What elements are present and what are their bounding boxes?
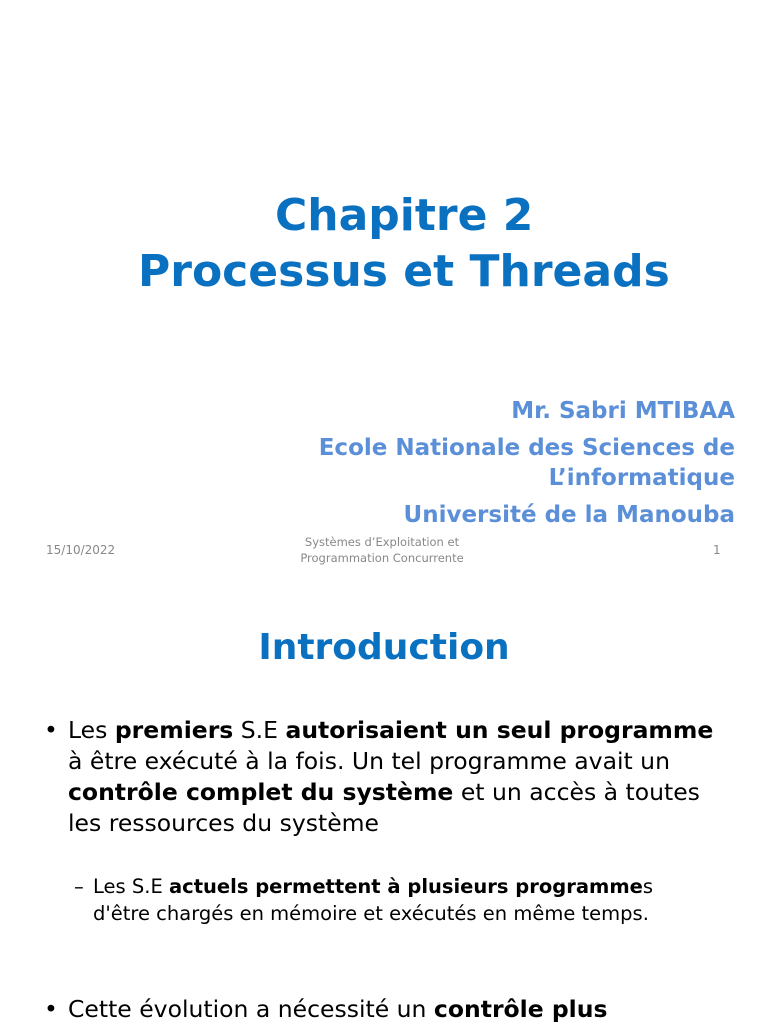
bold-run: contrôle complet du système bbox=[68, 778, 454, 806]
bold-run: autorisaient un seul programme bbox=[285, 716, 714, 744]
footer-course bbox=[268, 534, 496, 566]
university-name: Université de la Manouba bbox=[403, 502, 735, 528]
bold-run: actuels permettent à plusieurs programme bbox=[168, 875, 643, 898]
text-run: S.E bbox=[233, 716, 286, 744]
footer-course-line2: Programmation Concurrente bbox=[300, 551, 464, 565]
text-run: Les bbox=[68, 716, 115, 744]
chapter-title-line1: Chapitre 2 bbox=[275, 190, 534, 241]
footer-page-number: 1 bbox=[713, 543, 721, 557]
section-title: Introduction bbox=[258, 627, 510, 668]
school-name: Ecole Nationale des Sciences de L’informatique bbox=[318, 435, 735, 491]
bullet-text bbox=[44, 715, 734, 839]
footer-date: 15/10/2022 bbox=[46, 543, 116, 557]
chapter-title-line2: Processus et Threads bbox=[138, 246, 670, 297]
text-run: à être exécuté à la fois. Un tel programme avait un bbox=[68, 747, 670, 775]
bullet-item bbox=[44, 715, 734, 839]
bullet-marker: • bbox=[44, 995, 58, 1023]
bullet-item bbox=[44, 994, 734, 1024]
text-run: et un accès à toutes les ressources du système bbox=[68, 778, 700, 837]
sub-bullet-marker: – bbox=[74, 875, 84, 898]
text-run: Les S.E bbox=[93, 875, 169, 898]
author-name: Mr. Sabri MTIBAA bbox=[511, 398, 735, 424]
slide-footer bbox=[0, 534, 768, 570]
bold-run: premiers bbox=[114, 716, 234, 744]
footer-course-line1: Systèmes d’Exploitation et bbox=[304, 535, 460, 549]
sub-bullet-text bbox=[74, 873, 714, 927]
chapter-title bbox=[0, 188, 768, 300]
bullet-text bbox=[44, 994, 734, 1024]
sub-bullet-item bbox=[74, 873, 714, 927]
text-run: s d'être chargés en mémoire et exécutés en même temps. bbox=[93, 875, 654, 925]
text-run: Cette évolution a nécessité un bbox=[68, 995, 434, 1023]
bullet-marker: • bbox=[44, 716, 58, 744]
bold-run: contrôle plus bbox=[433, 995, 608, 1023]
